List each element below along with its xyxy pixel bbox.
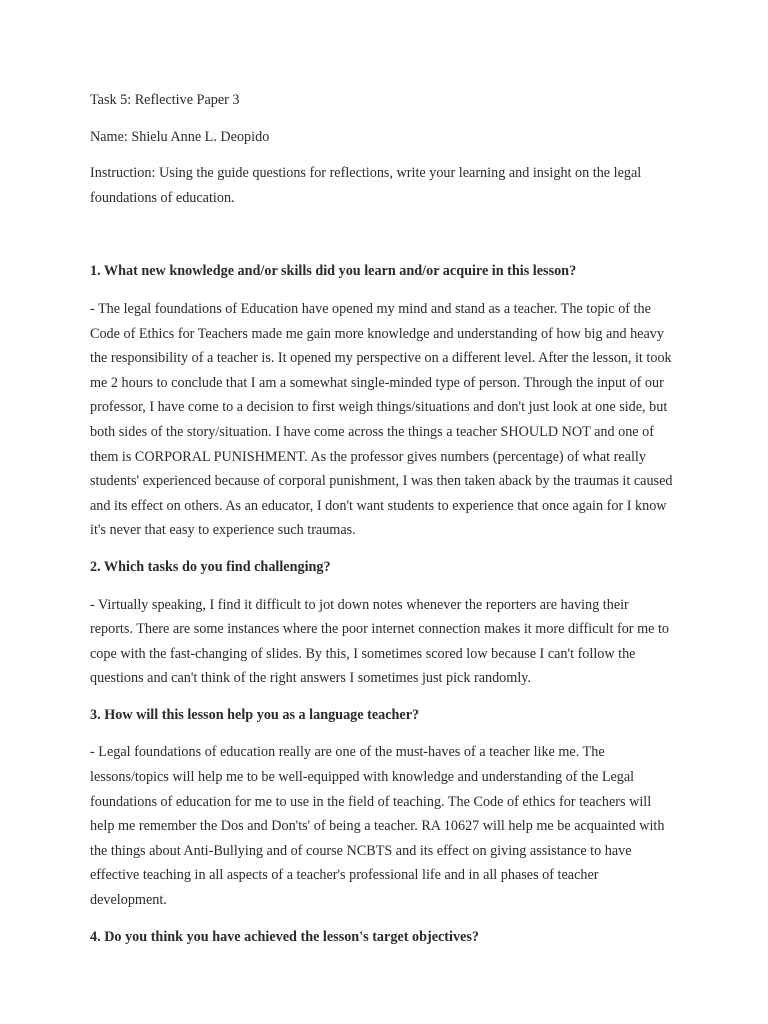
document-body	[90, 88, 675, 962]
task-title: Task 5: Reflective Paper 3	[90, 92, 240, 108]
name-line: Name: Shielu Anne L. Deopido	[90, 128, 270, 145]
answer-2: - Virtually speaking, I find it difficult to jot down notes whenever the reporters are having their reports. There are some instances where the poor internet connection makes it more difficult for me to cope with the fast-changing of slides. By this, I sometimes scored low because I can't follow the questions and can't think of the right answers I sometimes just pick randomly.	[90, 596, 669, 687]
answer-3: - Legal foundations of education really are one of the must-haves of a teacher like me. The lessons/topics will help me to be well-equipped with knowledge and understanding of the Legal foundations of education for me to use in the field of teaching. The Code of ethics for teachers will help me remember the Dos and Don'ts' of being a teacher. RA 10627 will help me be acquainted with the things about Anti-Bullying and of course NCBTS and its effect on giving assistance to have effective teaching in all aspects of a teacher's professional life and in all phases of teacher development.	[90, 744, 665, 909]
question-4: 4. Do you think you have achieved the lesson's target objectives?	[90, 928, 479, 945]
answer-1: - The legal foundations of Education have opened my mind and stand as a teacher. The topic of the Code of Ethics for Teachers made me gain more knowledge and understanding of how big and heavy the responsibility of a teacher is. It opened my perspective on a different level. After the lesson, it took me 2 hours to conclude that I am a somewhat single-minded type of person. Through the input of our professor, I have come to a decision to first weigh things/situations and don't just look at one side, but both sides of the story/situation. I have come across the things a teacher SHOULD NOT and one of them is CORPORAL PUNISHMENT. As the professor gives numbers (percentage) of what really students' experienced because of corporal punishment, I was then taken aback by the traumas it caused and its effect on others. As an educator, I don't want students to experience that once again for I know it's never that easy to experience such traumas.	[90, 300, 673, 539]
instruction-paragraph: Instruction: Using the guide questions for reflections, write your learning and insight on the legal foundations of education.	[90, 165, 642, 206]
question-3: 3. How will this lesson help you as a language teacher?	[90, 706, 420, 723]
question-2: 2. Which tasks do you find challenging?	[90, 558, 331, 575]
question-1: 1. What new knowledge and/or skills did you learn and/or acquire in this lesson?	[90, 263, 577, 280]
